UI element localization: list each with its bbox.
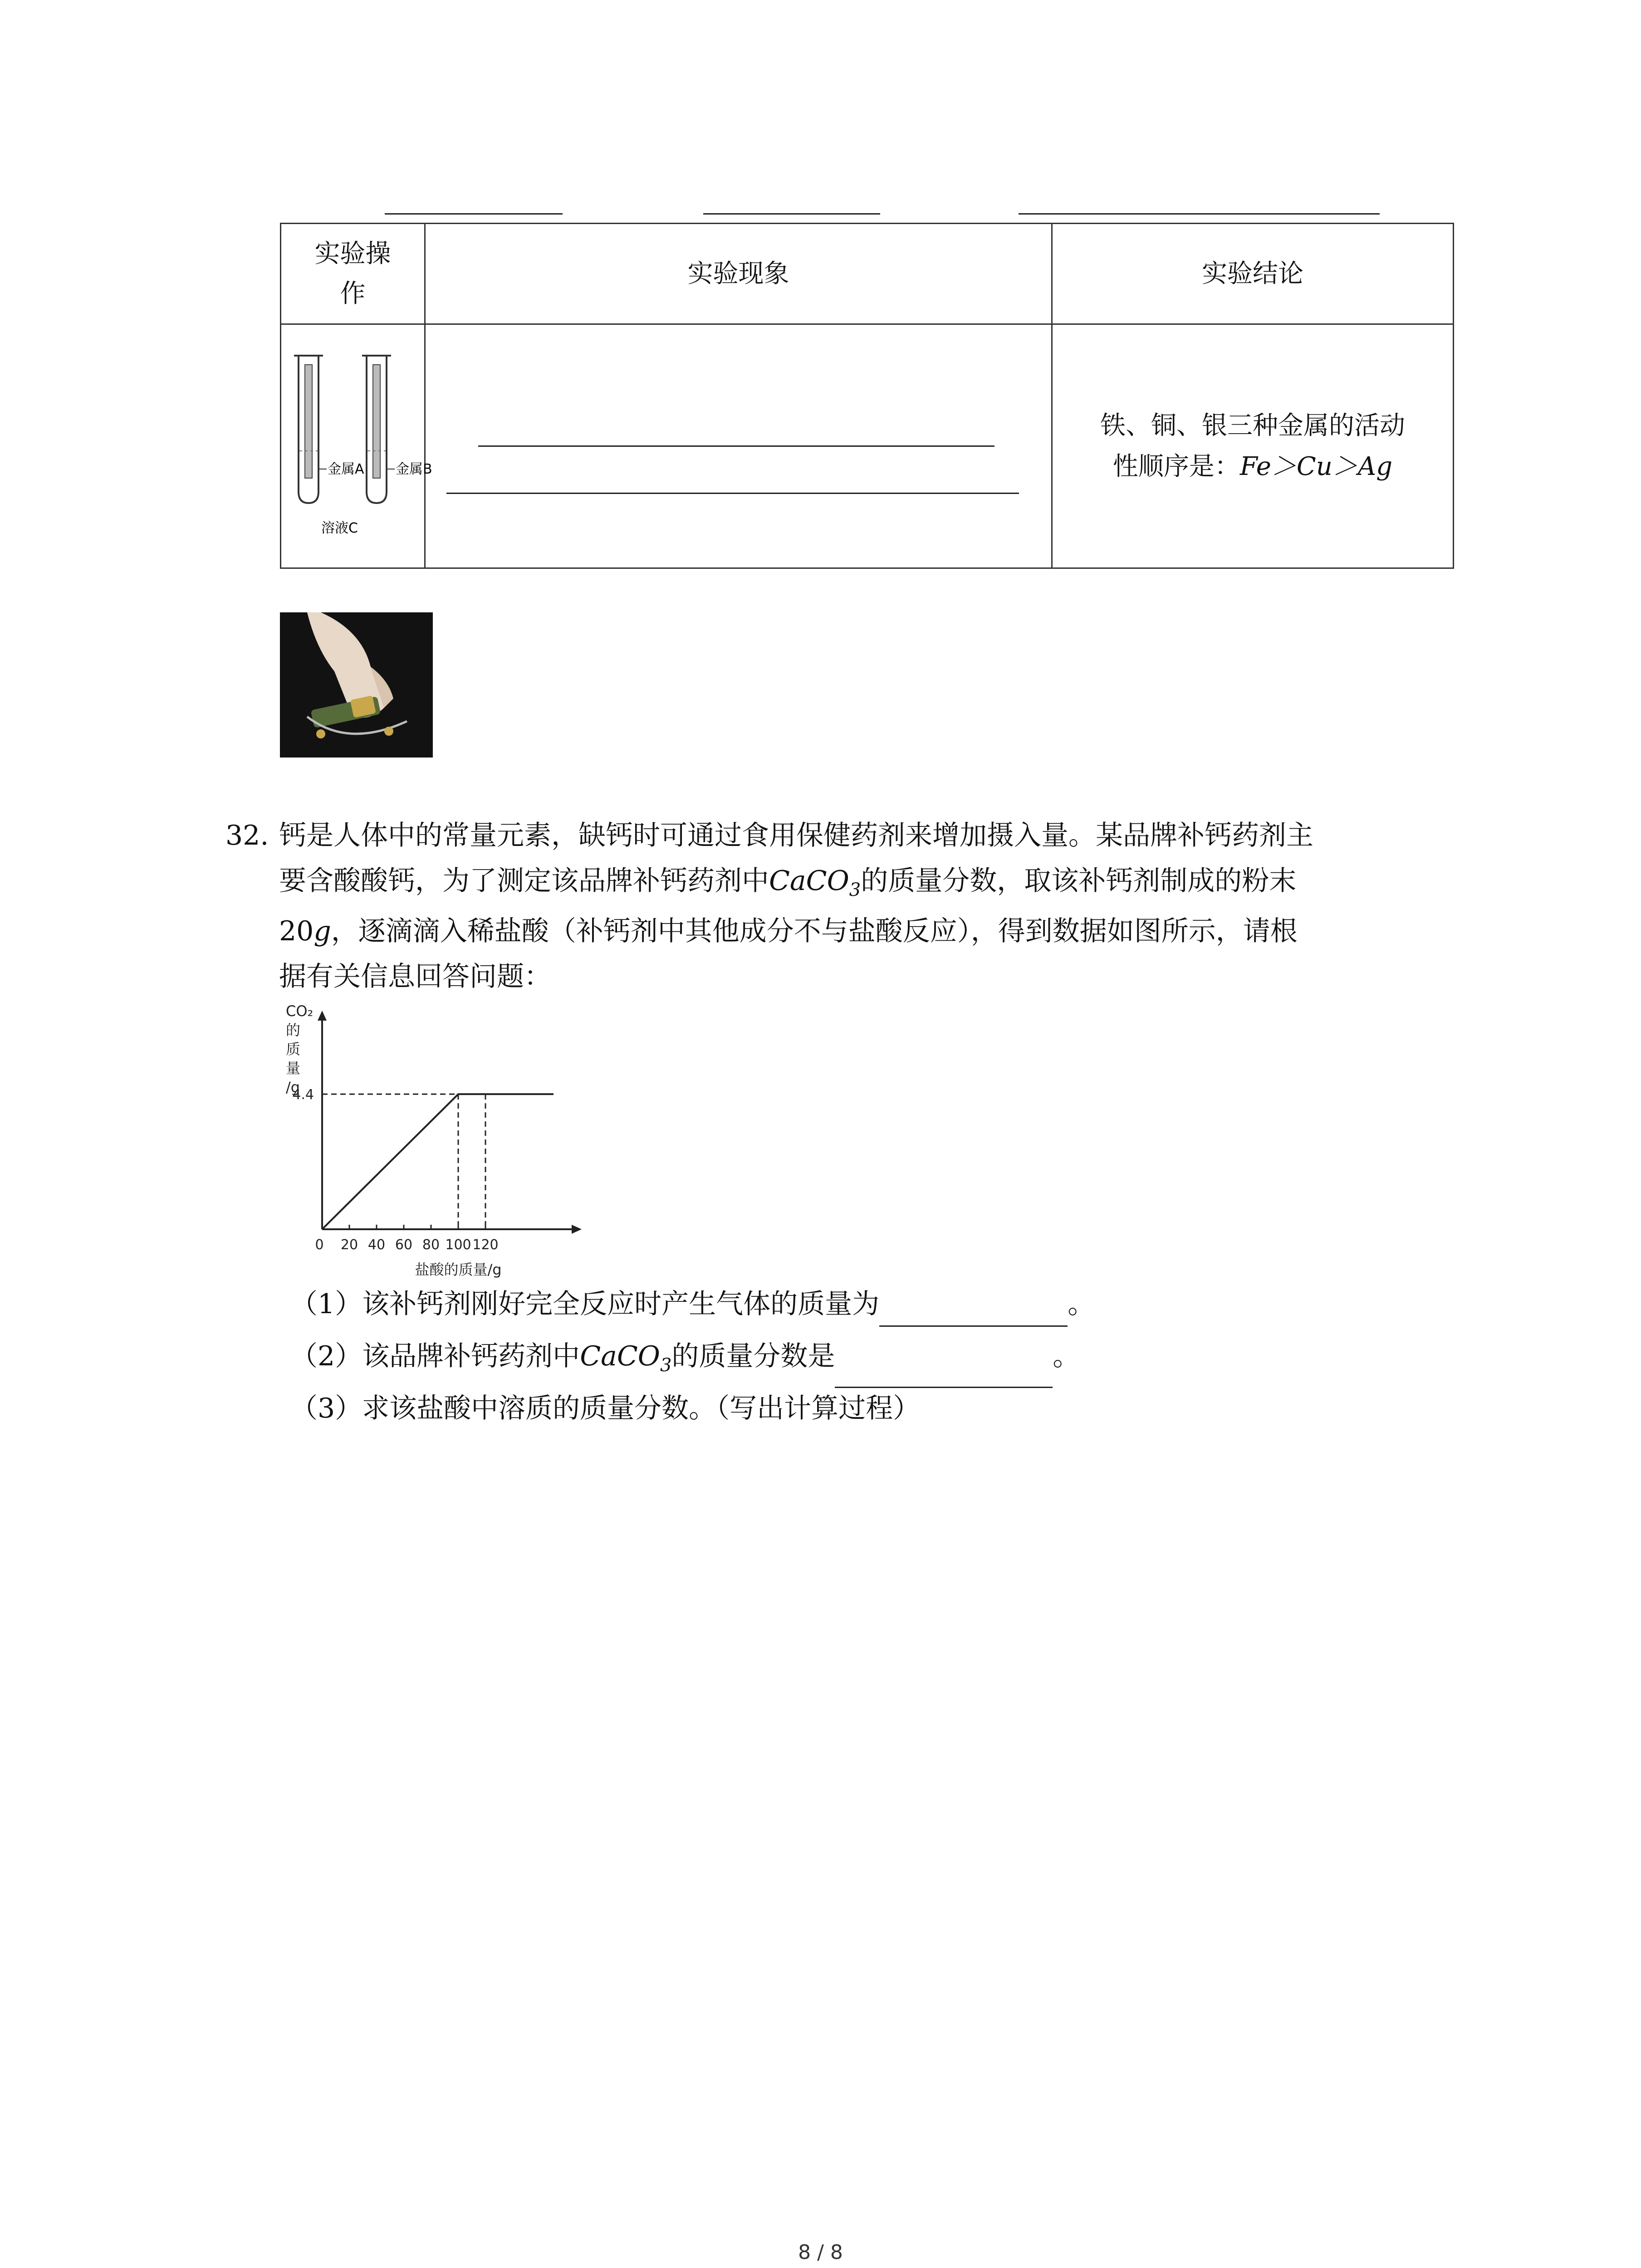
metal-strip-b — [373, 365, 380, 478]
label-metal-b: 金属B — [395, 461, 432, 477]
conclusion-line-2 — [1053, 446, 1453, 487]
phenomenon-blank-1[interactable] — [478, 445, 994, 447]
conclusion-line-1: 铁、铜、银三种金属的活动 — [1100, 411, 1405, 440]
experiment-table — [280, 223, 1454, 569]
co2-mass-series-line — [322, 1094, 554, 1229]
subquestion-2-blank[interactable] — [835, 1355, 1053, 1388]
x-tick-label: 40 — [367, 1237, 386, 1253]
question-line-2 — [279, 858, 1296, 913]
operation-diagram-cell — [281, 324, 432, 568]
question-line-2b: 的质量分数，取该补钙剂制成的粉末 — [861, 865, 1297, 897]
answer-blank-2[interactable] — [703, 213, 880, 215]
subquestion-2-text-a: （2）该品牌补钙药剂中 — [290, 1340, 580, 1372]
subquestion-2 — [290, 1334, 1080, 1388]
answer-blank-1[interactable] — [385, 213, 563, 215]
x-tick-label: 0 — [315, 1237, 324, 1253]
formula-caco3: CaCO$_3$ — [769, 865, 861, 900]
phenomenon-blank-2[interactable] — [446, 493, 1019, 494]
x-tick-label: 20 — [340, 1237, 358, 1253]
y-axis-arrow — [318, 1011, 327, 1021]
photo-hand-holding-battery — [280, 612, 433, 758]
x-axis-label: 盐酸的质量/g — [415, 1261, 502, 1278]
header-phenomenon: 实验现象 — [425, 224, 1052, 324]
x-tick-label: 120 — [472, 1237, 499, 1253]
x-tick-label: 80 — [422, 1237, 440, 1253]
header-conclusion: 实验结论 — [1052, 224, 1454, 324]
x-tick-label: 60 — [395, 1237, 413, 1253]
co2-mass-chart — [272, 998, 590, 1284]
subquestion-2-text-b: 的质量分数是 — [671, 1340, 835, 1372]
header-operation: 实验操 作 — [281, 224, 425, 324]
phenomenon-cell — [425, 324, 1052, 568]
x-axis-arrow — [572, 1225, 582, 1234]
subquestion-3: （3）求该盐酸中溶质的质量分数。（写出计算过程） — [290, 1393, 921, 1424]
y-axis-label-part: 量 — [286, 1060, 301, 1077]
x-tick-label: 100 — [445, 1237, 471, 1253]
y-axis-label-part: /g — [286, 1079, 300, 1096]
metal-strip-a — [305, 365, 312, 478]
question-line-4: 据有关信息回答问题： — [279, 961, 551, 992]
answer-blank-3[interactable] — [1019, 213, 1380, 215]
y-axis-label-part: 质 — [286, 1041, 301, 1058]
question-line-3c: ，逐滴滴入稀盐酸（补钙剂中其他成分不与盐酸反应），得到数据如图所示，请根 — [331, 915, 1298, 947]
page-number: 8 / 8 — [798, 2241, 843, 2264]
conclusion-cell — [1052, 324, 1454, 568]
question-line-1: 钙是人体中的常量元素，缺钙时可通过食用保健药剂来增加摄入量。某品牌补钙药剂主 — [279, 820, 1313, 851]
question-line-2a: 要含酸酸钙，为了测定该品牌补钙药剂中 — [279, 865, 769, 897]
formula-caco3-2: CaCO$_3$ — [580, 1340, 672, 1376]
subquestion-2-end: 。 — [1053, 1340, 1080, 1372]
subquestion-1-blank[interactable] — [879, 1294, 1068, 1327]
conclusion-label: 性顺序是： — [1112, 451, 1240, 481]
y-tick-label: 4.4 — [292, 1087, 314, 1103]
activity-order: Fe＞Cu＞Ag — [1239, 451, 1393, 481]
y-axis-label-part: CO₂ — [286, 1002, 314, 1020]
photo-illustration — [280, 612, 433, 758]
test-tube-diagram — [285, 347, 432, 546]
subquestion-1 — [290, 1281, 1095, 1327]
label-metal-a: 金属A — [327, 461, 364, 477]
label-solution-c: 溶液C — [321, 520, 358, 536]
question-number: 32. — [225, 820, 269, 851]
mass-value: 20 — [279, 915, 314, 947]
subquestion-1-end: 。 — [1068, 1288, 1095, 1320]
y-axis-label-part: 的 — [286, 1022, 301, 1039]
question-line-3 — [279, 909, 1298, 954]
mass-unit: g — [314, 915, 331, 947]
subquestion-1-text: （1）该补钙剂刚好完全反应时产生气体的质量为 — [290, 1288, 880, 1320]
